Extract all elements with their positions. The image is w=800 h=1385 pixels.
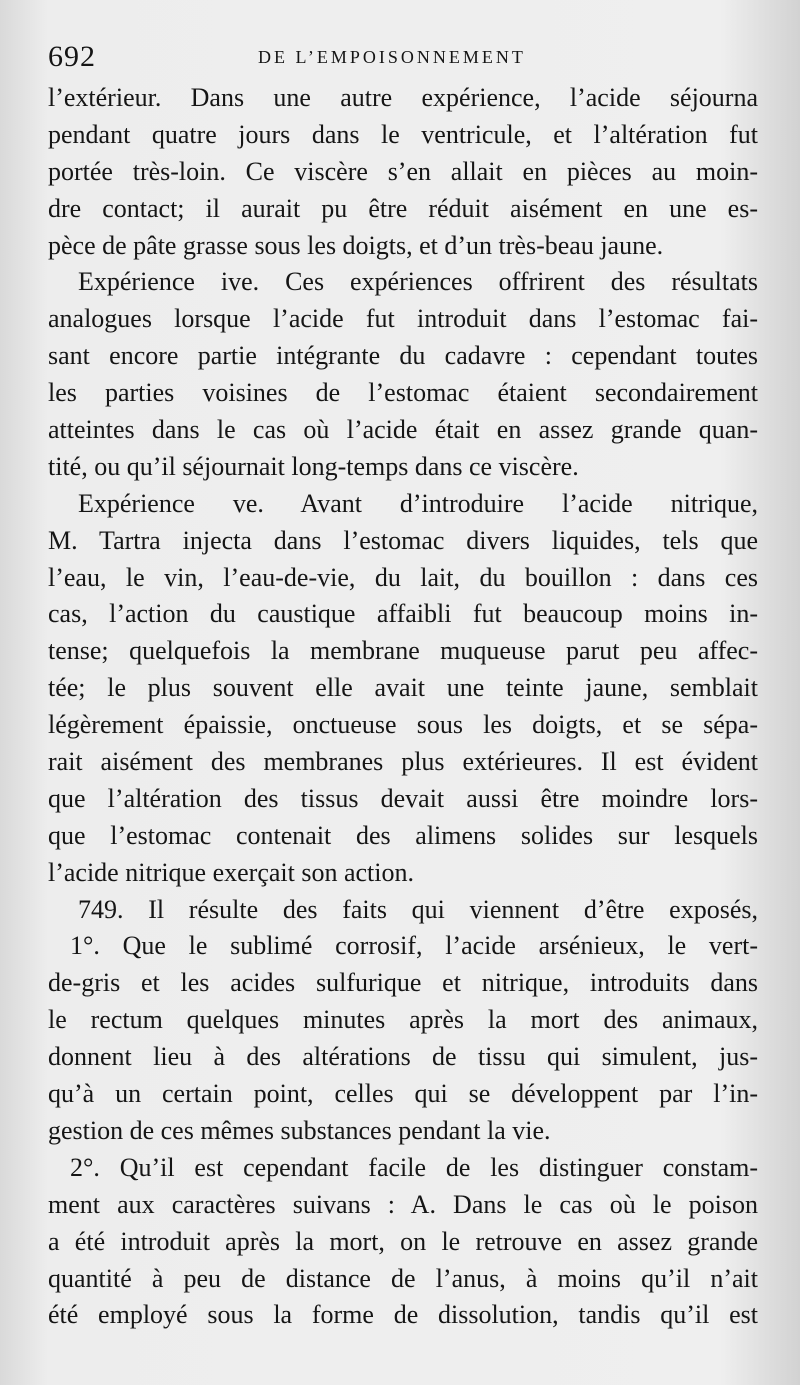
text-line: 2°. Qu’il est cependant facile de les distinguer constam- [70, 1152, 758, 1182]
text-line: l’extérieur. Dans une autre expérience, l’acide séjourna [48, 83, 758, 112]
text-line: donnent lieu à des altérations de tissu qui simulent, jus- [48, 1042, 758, 1072]
text-line: dre contact; il aurait pu être réduit aisément en une es- [48, 193, 758, 223]
text-line: portée très-loin. Ce viscère s’en allait en pièces au moin- [48, 156, 758, 186]
text-line: analogues lorsque l’acide fut introduit dans l’estomac fai- [48, 304, 758, 334]
text-line: l’acide nitrique exerçait son action. [48, 857, 415, 887]
text-line: 749. Il résulte des faits qui viennent d’être exposés, [78, 894, 758, 924]
text-line: que l’estomac contenait des alimens solides sur lesquels [48, 820, 758, 850]
text-line: tée; le plus souvent elle avait une teinte jaune, semblait [48, 673, 758, 703]
text-line: a été introduit après la mort, on le retrouve en assez grande [48, 1226, 758, 1256]
text-line: qu’à un certain point, celles qui se développent par l’in- [48, 1079, 758, 1109]
text-line: été employé sous la forme de dissolution, tandis qu’il est [48, 1300, 758, 1330]
text-line: le rectum quelques minutes après la mort des animaux, [48, 1005, 758, 1035]
text-line: Expérience ive. Ces expériences offrirent des résultats [78, 267, 758, 297]
body-text [48, 80, 758, 1334]
running-head [48, 40, 744, 74]
text-line: tité, ou qu’il séjournait long-temps dans ce viscère. [48, 451, 579, 481]
text-line: les parties voisines de l’estomac étaient secondairement [48, 378, 758, 408]
text-line: quantité à peu de distance de l’anus, à moins qu’il n’ait [48, 1263, 758, 1293]
text-line: légèrement épaissie, onctueuse sous les doigts, et se sépa- [48, 710, 758, 740]
running-head-title: DE L’EMPOISONNEMENT [258, 47, 526, 67]
text-line: pendant quatre jours dans le ventricule, et l’altération fut [48, 119, 758, 149]
page-number: 692 [48, 40, 96, 73]
text-line: de-gris et les acides sulfurique et nitrique, introduits dans [48, 968, 758, 998]
text-line: sant encore partie intégrante du cadavre : cependant toutes [48, 341, 758, 371]
text-line: tense; quelquefois la membrane muqueuse parut peu affec- [48, 636, 758, 666]
text-line: rait aisément des membranes plus extérieures. Il est évident [48, 747, 758, 777]
text-line: 1°. Que le sublimé corrosif, l’acide arsénieux, le vert- [70, 931, 758, 961]
text-line: cas, l’action du caustique affaibli fut beaucoup moins in- [48, 599, 758, 629]
text-line: que l’altération des tissus devait aussi être moindre lors- [48, 783, 758, 813]
text-line: l’eau, le vin, l’eau-de-vie, du lait, du bouillon : dans ces [48, 562, 758, 592]
text-line: M. Tartra injecta dans l’estomac divers liquides, tels que [48, 525, 758, 555]
text-line: pèce de pâte grasse sous les doigts, et d’un très-beau jaune. [48, 230, 664, 260]
text-line: atteintes dans le cas où l’acide était en assez grande quan- [48, 415, 758, 445]
text-line: Expérience ve. Avant d’introduire l’acide nitrique, [78, 488, 758, 518]
text-line: ment aux caractères suivans : A. Dans le cas où le poison [48, 1189, 758, 1219]
text-line: gestion de ces mêmes substances pendant la vie. [48, 1115, 551, 1145]
